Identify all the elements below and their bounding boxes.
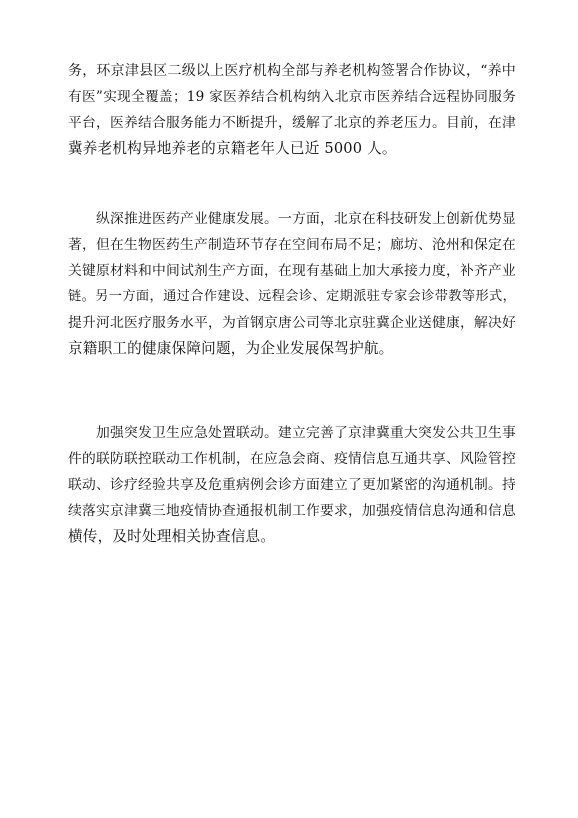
text-line: 著，但在生物医药生产制造环节存在空间布局不足；廊坊、沧州和保定在 [68, 237, 516, 253]
text-line: 横传，及时处理相关协查信息。 [68, 528, 276, 545]
text-line: 加强突发卫生应急处置联动。建立完善了京津冀重大突发公共卫生事 [96, 425, 516, 441]
text-line: 有医”实现全覆盖；19 家医养结合机构纳入北京市医养结合远程协同服务 [68, 89, 516, 105]
text-line: 冀养老机构异地养老的京籍老年人已近 5000 人。 [68, 140, 397, 157]
text-line: 务，环京津县区二级以上医疗机构全部与养老机构签署合作协议，“养中 [68, 63, 516, 79]
text-line: 关键原材料和中间试剂生产方面，在现有基础上加大承接力度，补齐产业 [68, 263, 516, 279]
text-line: 提升河北医疗服务水平，为首钢京唐公司等北京驻冀企业送健康，解决好 [68, 315, 516, 331]
text-line: 件的联防联控联动工作机制，在应急会商、疫情信息互通共享、风险管控 [68, 451, 516, 467]
paragraph-elderly-care [68, 58, 516, 162]
text-line: 联动、诊疗经验共享及危重病例会诊方面建立了更加紧密的沟通机制。持 [68, 477, 516, 493]
text-line: 续落实京津冀三地疫情协查通报机制工作要求，加强疫情信息沟通和信息 [68, 503, 516, 519]
text-line: 纵深推进医药产业健康发展。一方面，北京在科技研发上创新优势显 [96, 211, 516, 227]
paragraph-pharma-industry [68, 206, 516, 362]
text-line: 链。另一方面，通过合作建设、远程会诊、定期派驻专家会诊带教等形式， [68, 289, 516, 304]
text-line: 京籍职工的健康保障问题，为企业发展保驾护航。 [68, 340, 394, 357]
paragraph-emergency-response [68, 420, 516, 550]
text-line: 平台，医养结合服务能力不断提升，缓解了北京的养老压力。目前，在津 [68, 115, 516, 131]
